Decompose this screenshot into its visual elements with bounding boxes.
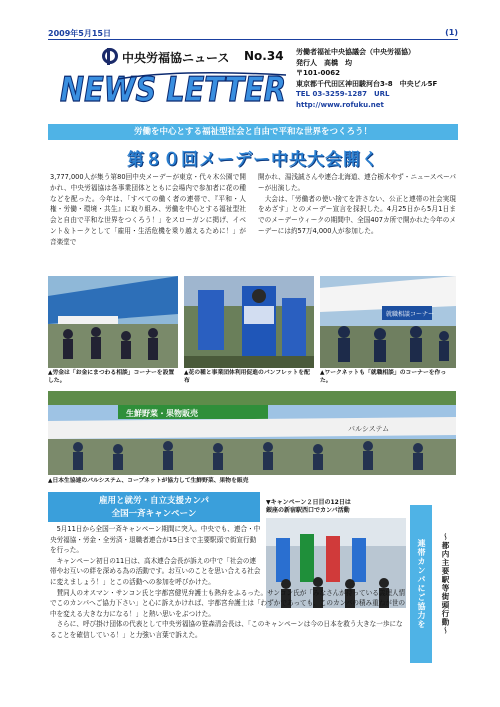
caption-photo-3: ▲ワークネットも「就職相談」のコーナーを作った。 bbox=[320, 370, 447, 384]
publisher-line: 〒101-0062 bbox=[296, 69, 340, 77]
publisher-contact[interactable]: TEL 03-3259-1287 URL http://www.rofuku.net bbox=[296, 90, 390, 109]
article-column-right: 開かれ、湯浅誠さんや連合北海道、連合栃木やず・ニュースペーパーが出演した。 大会は、「労働者の使い捨てを許さない、公正と連帯の社会実現をめざす」とのメーデー宣言を採択した。4月25日から5月1日までのメーデーウィークの期間中、全国407カ所で開かれた今年のメーデーには約57万4,000人が参加した。 bbox=[258, 173, 456, 235]
photo-produce-market bbox=[48, 391, 456, 475]
publisher-info bbox=[296, 47, 458, 110]
date-bar bbox=[48, 28, 458, 40]
caption-photo-1: ▲労金は「お金にまつわる相談」コーナーを設置した。 bbox=[48, 370, 175, 384]
campaign-heading bbox=[48, 492, 260, 522]
rofuku-logo-icon bbox=[102, 48, 118, 64]
slogan-band: 労働を中心とする福祉型社会と自由で平和な世界をつくろう！ bbox=[48, 124, 458, 140]
page-number: (1) bbox=[445, 28, 458, 37]
campaign-vertical-band: 連帯カンパにご協力を bbox=[410, 505, 432, 663]
publisher-line: 東京都千代田区神田駿河台3-8 中央ビル5F bbox=[296, 79, 438, 88]
campaign-paragraph: 賛同人のオスマン・サンコン氏と宇都宮健児弁護士も熱弁をふるった。サンコン氏が「みなさんが持っている義理人情でこのカンパへご協力下さい」と心に訴えかければ、宇都宮弁護士は「わずかであっても、このカンパの積み重ねが世の中を変える大きな力になる！」と熱い思いをぶつけた。 bbox=[50, 588, 406, 618]
jobs-sign-text: 就職相談コーナー bbox=[386, 311, 435, 318]
issue-date: 2009年5月15日 bbox=[48, 29, 111, 38]
campaign-photo-caption bbox=[266, 499, 406, 517]
newsletter-wordmark bbox=[58, 65, 290, 107]
photo-seed-distribution bbox=[184, 276, 314, 368]
publisher-line: 労働者福祉中央協議会（中央労福協） bbox=[296, 48, 415, 56]
campaign-paragraph: キャンペーン初日の11日は、高木連合会長が訴えの中で「社会の連帯やお互いの絆を深める為の活動です。お互いのことを思い合える社会に変えましょう！」とこの活動への参加を呼びかけた。 bbox=[50, 556, 261, 586]
masthead bbox=[48, 45, 458, 117]
newsletter-word: NEWS LETTER bbox=[60, 70, 286, 107]
campaign-paragraph: さらに、呼び掛け団体の代表として中央労福協の笹森清会長は、「このキャンペーンは今の日本を救う大きな一歩になることを確信している！」と力強い言葉で訴えた。 bbox=[50, 620, 403, 639]
campaign-article bbox=[50, 524, 420, 641]
caption-photo-2: ▲花の種と事業団体利用促進のパンフレットを配布 bbox=[184, 370, 310, 384]
newsletter-title: 中央労福協ニュース bbox=[122, 51, 230, 65]
issue-number: No.34 bbox=[244, 49, 284, 63]
campaign-photo-caption-line1: ▼キャンペーン２日目の12日は bbox=[266, 499, 351, 506]
photo-worknet-booth bbox=[320, 276, 456, 368]
campaign-photo-caption-line2: 銀座の新宿駅西口でカンパ活動 bbox=[266, 507, 350, 514]
booth-right-text: パルシステム bbox=[348, 425, 390, 433]
campaign-heading-line2: 全国一斉キャンペーン bbox=[111, 509, 197, 519]
page-headline: 第８０回メーデー中央大会開く bbox=[127, 150, 379, 170]
campaign-paragraph: 5月11日から全国一斉キャンペーン期間に突入。中央でも、連合・中央労福協・労金・全労済・退職者連合が15日まで主要駅頭で街宣行動を行った。 bbox=[50, 525, 261, 555]
campaign-vertical-subtitle: 〜都内主要駅等街頭行動〜 bbox=[441, 533, 450, 635]
caption-photo-4: ▲日本生協連のパルシステム、コープネットが協力して生鮮野菜、果物を販売 bbox=[48, 478, 249, 484]
produce-banner-text: 生鮮野菜・果物販売 bbox=[126, 409, 198, 418]
campaign-heading-line1: 雇用と就労・自立支援カンパ bbox=[99, 496, 209, 506]
publisher-line: 発行人 高橋 均 bbox=[296, 58, 352, 67]
photo-labor-bank-booth bbox=[48, 276, 178, 368]
article-column-left: 3,777,000人が集う第80回中央メーデーが東京・代々木公園で開かれ、中央労福協は各事業団体とともに会場内で参加者に花の種などを配った。今年は、「すべての働く者の連帯で、『平和・人権・労働・環境・共生』に取り組み、労働を中心とする福祉型社会と自由で平和な世界をつくろう！」をスローガンに掲げ、イベント＆トークとして「雇用・生活危機を乗り越えるために！」が音楽堂で bbox=[50, 173, 246, 246]
